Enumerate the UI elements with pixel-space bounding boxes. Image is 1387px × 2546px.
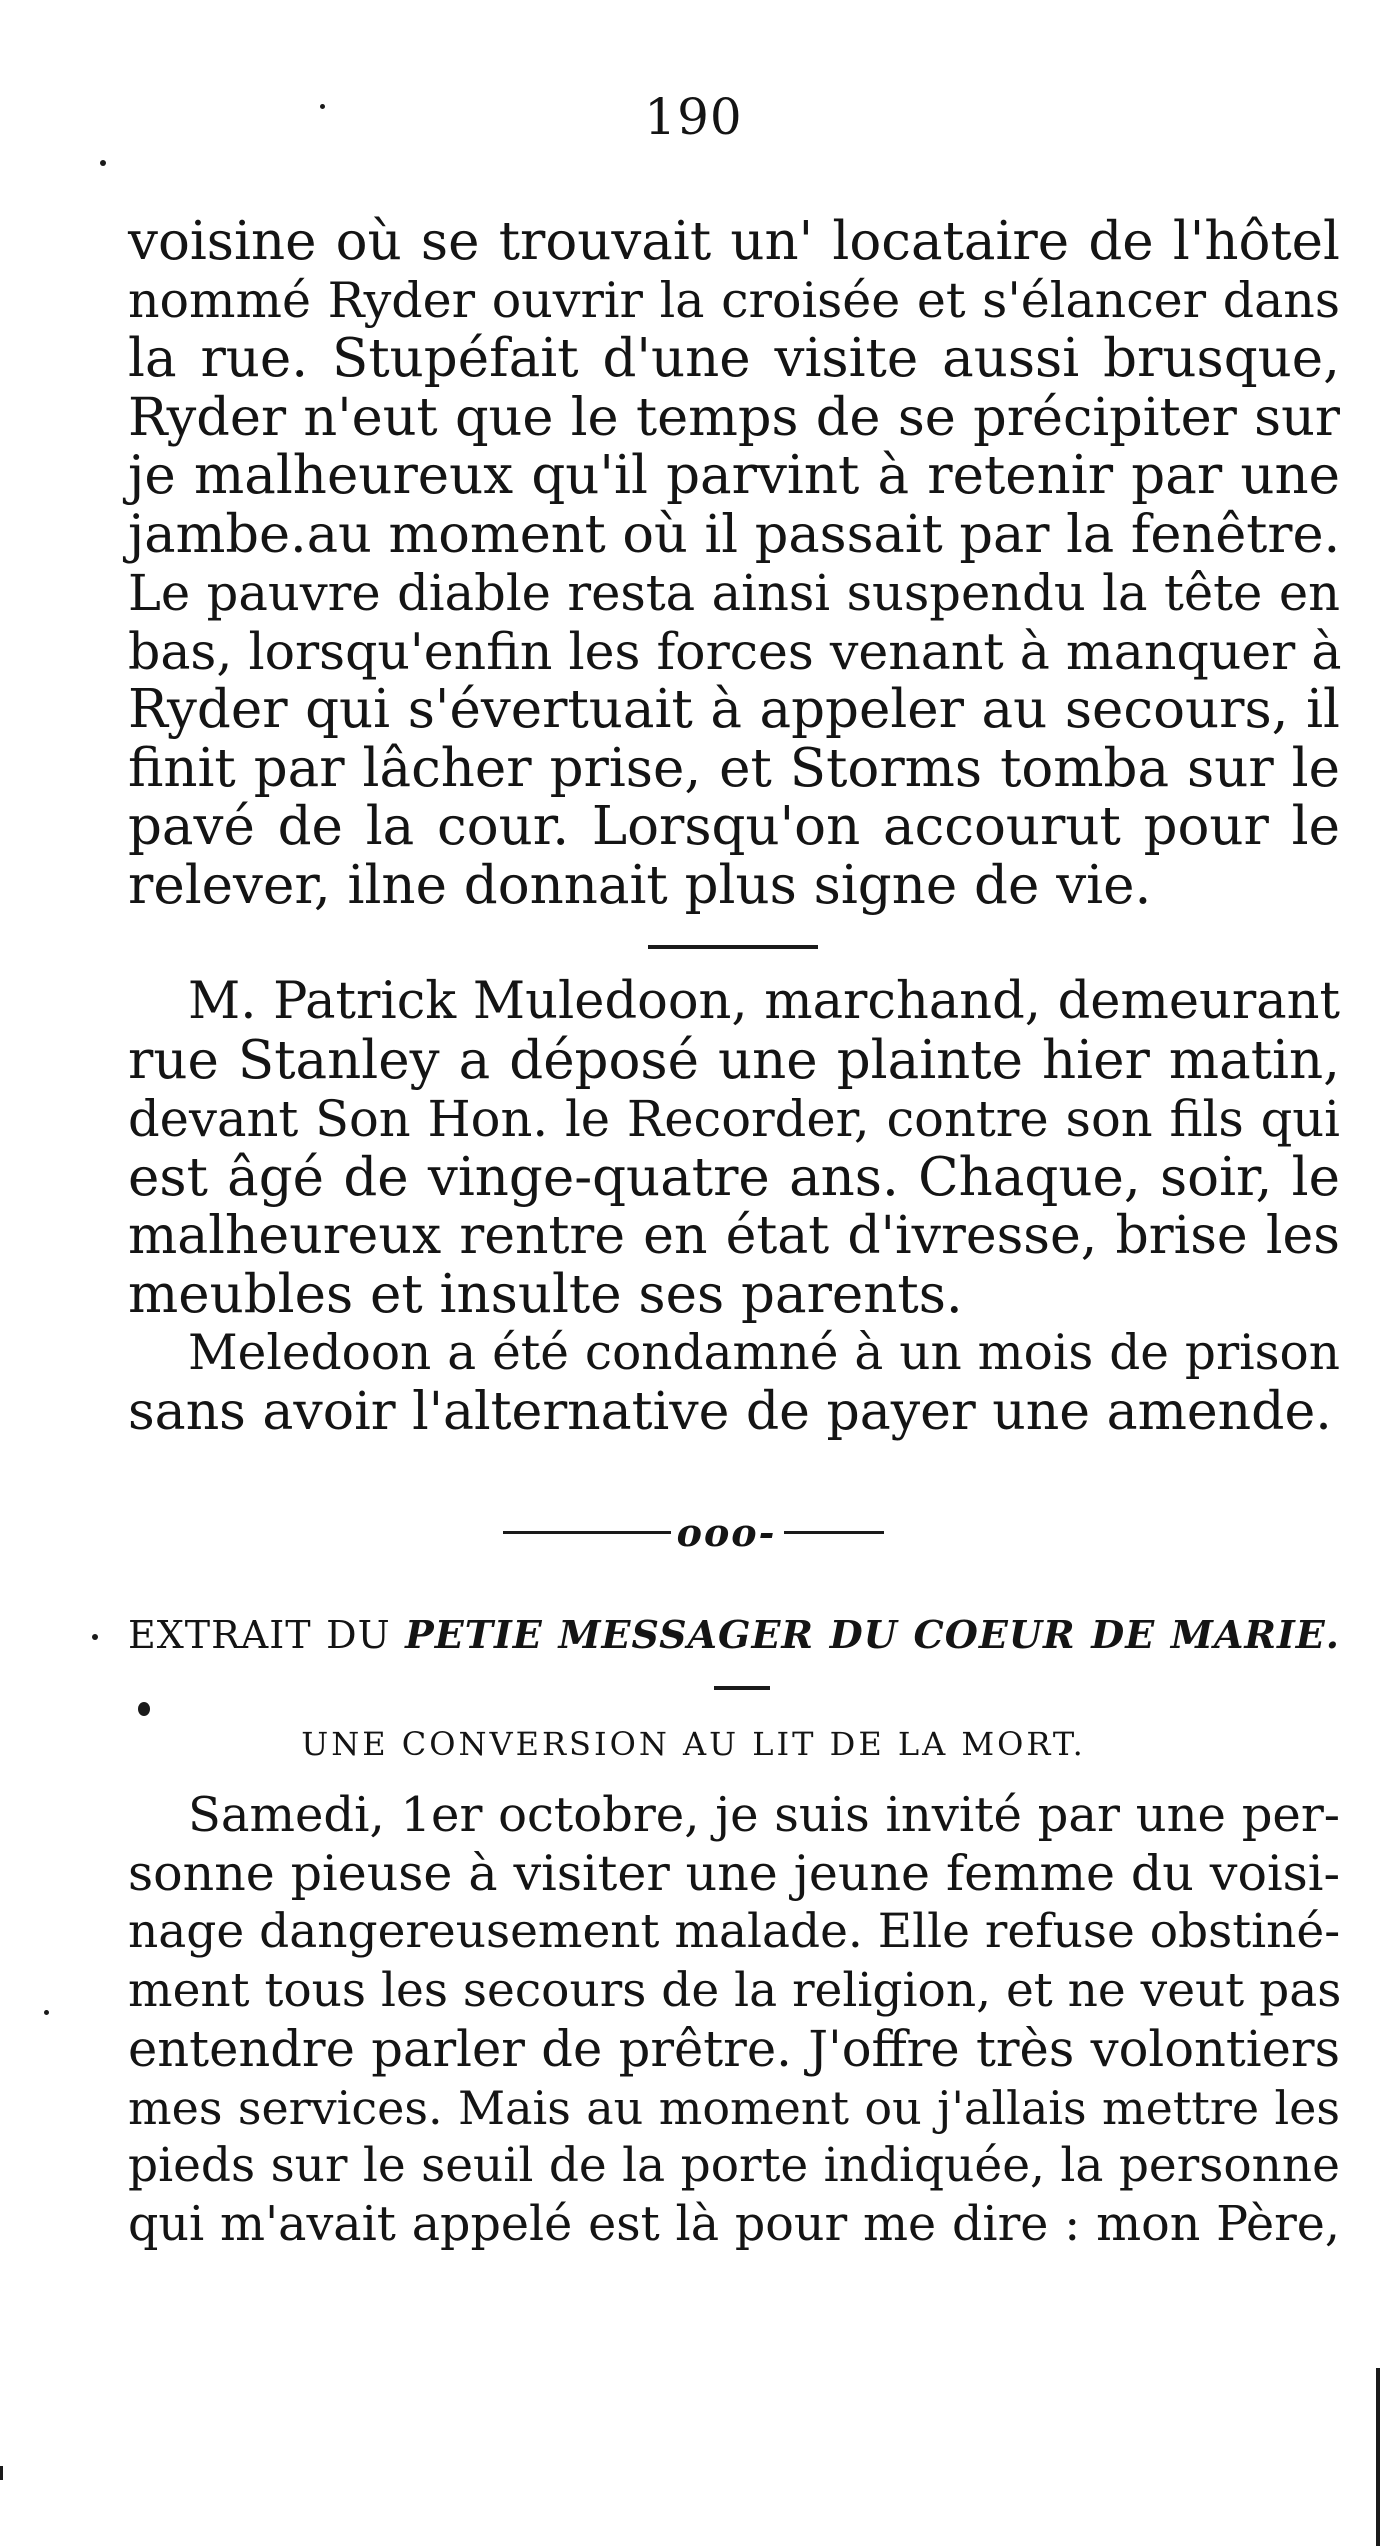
text-line: Ryder n'eut que le temps de se précipiter sur — [128, 386, 1340, 448]
paragraph-storms-fall — [128, 213, 1340, 915]
text-line: rue Stanley a déposé une plainte hier matin, — [128, 1029, 1340, 1091]
text-line: bas, lorsqu'enfin les forces venant à manquer à — [128, 621, 1342, 681]
paragraph-conversion — [128, 1786, 1340, 2254]
text-line: devant Son Hon. le Recorder, contre son fils qui — [128, 1090, 1340, 1148]
text-line: pieds sur le seuil de la porte indiquée, la personne — [128, 2138, 1340, 2193]
text-line: Samedi, 1er octobre, je suis invité par une per- — [188, 1787, 1340, 1843]
extract-prefix: EXTRAIT DU — [128, 1613, 391, 1657]
text-line: entendre parler de prêtre. J'offre très volontiers — [128, 2020, 1340, 2078]
scan-speck — [44, 2010, 49, 2015]
text-line: ment tous les secours de la religion, et ne veut pas — [128, 1962, 1342, 2018]
text-line: Ryder qui s'évertuait à appeler au secours, il — [128, 679, 1340, 740]
text-line: nommé Ryder ouvrir la croisée et s'élancer dans — [128, 271, 1340, 329]
text-line: relever, ilne donnait plus signe de vie. — [128, 854, 1152, 916]
separator-dash-right — [784, 1531, 884, 1534]
text-line: jambe.au moment où il passait par la fenêtre. — [128, 503, 1341, 565]
separator-text: ooo- — [676, 1509, 777, 1555]
page-number: 190 — [644, 88, 743, 146]
extract-heading — [128, 1609, 1340, 1661]
section-divider — [648, 945, 818, 949]
ornamental-separator — [0, 1503, 1387, 1559]
page-edge-mark — [0, 2466, 3, 2480]
text-line: sans avoir l'alternative de payer une amende. — [128, 1381, 1332, 1442]
scan-speck — [138, 1702, 150, 1716]
scan-speck — [92, 1634, 98, 1640]
paragraph-muledoon — [128, 973, 1340, 1441]
separator-dash-left — [503, 1531, 671, 1534]
scan-speck — [320, 104, 325, 109]
extract-source-title: PETIE MESSAGER DU COEUR DE MARIE. — [405, 1612, 1340, 1657]
text-line: nage dangereusement malade. Elle refuse obstiné- — [128, 1904, 1341, 1959]
article-subtitle: UNE CONVERSION AU LIT DE LA MORT. — [301, 1725, 1086, 1763]
heading-divider — [714, 1686, 770, 1690]
text-line: voisine où se trouvait un' locataire de l'hôtel — [128, 211, 1340, 272]
text-line: sonne pieuse à visiter une jeune femme du voisi- — [128, 1844, 1340, 1902]
text-line: malheureux rentre en état d'ivresse, brise les — [128, 1206, 1340, 1266]
text-line: Le pauvre diable resta ainsi suspendu la tête en — [128, 564, 1340, 622]
scan-speck — [100, 160, 106, 166]
text-line: M. Patrick Muledoon, marchand, demeurant — [188, 972, 1340, 1031]
text-line: est âgé de vinge-quatre ans. Chaque, soir, le — [128, 1146, 1340, 1208]
text-line: qui m'avait appelé est là pour me dire : mon Père, — [128, 2196, 1340, 2252]
page-edge-mark — [1376, 2368, 1380, 2546]
text-line: la rue. Stupéfait d'une visite aussi brusque, — [128, 328, 1340, 389]
text-line: je malheureux qu'il parvint à retenir par une — [128, 445, 1340, 506]
text-line: pavé de la cour. Lorsqu'on accourut pour le — [128, 796, 1340, 857]
text-line: Meledoon a été condamné à un mois de prison — [188, 1325, 1340, 1381]
text-line: mes services. Mais au moment ou j'allais mettre les — [128, 2080, 1340, 2135]
text-line: meubles et insulte ses parents. — [128, 1263, 963, 1325]
text-line: finit par lâcher prise, et Storms tomba sur le — [128, 737, 1340, 799]
